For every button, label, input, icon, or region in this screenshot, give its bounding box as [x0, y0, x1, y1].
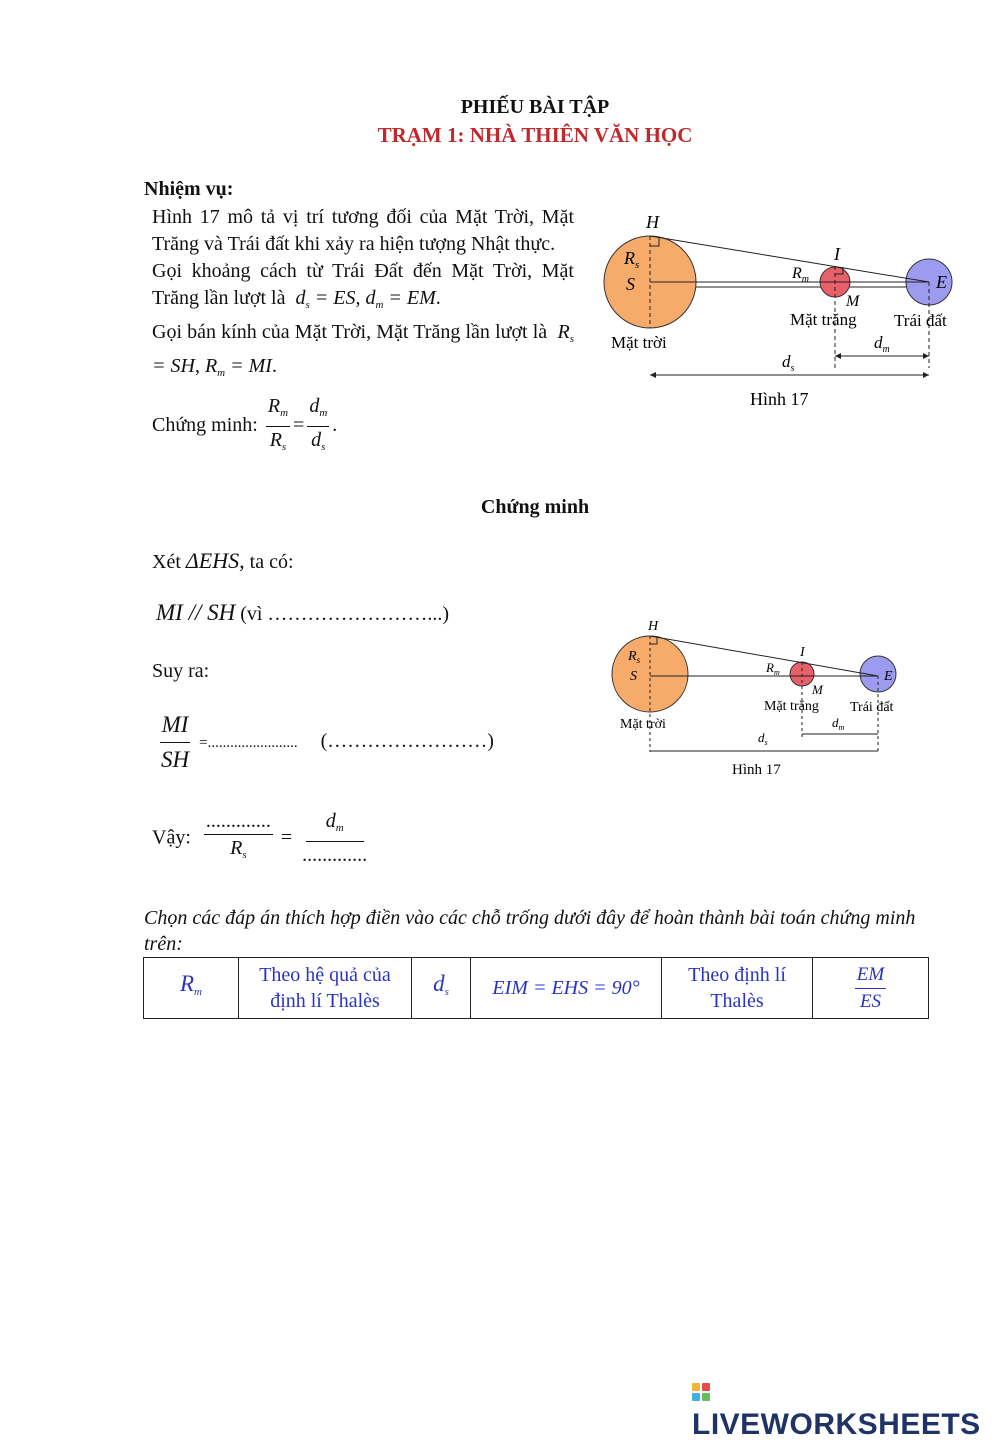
svg-text:Hình 17: Hình 17 — [732, 762, 781, 778]
choice-thales-theorem[interactable]: Theo định lí Thalès — [662, 958, 813, 1019]
svg-text:E: E — [884, 669, 893, 684]
svg-text:Rs: $R_s$ — [624, 248, 640, 271]
svg-text:Mặt trời: Mặt trời — [611, 333, 667, 352]
therefore-label: Suy ra: — [152, 660, 210, 682]
proof-title: Chứng minh — [480, 496, 590, 518]
svg-text:E: E — [936, 272, 947, 292]
ds-definition: $d_s$ = ES — [295, 287, 356, 311]
because-blank[interactable]: (vì ……………………...) — [240, 603, 450, 625]
liveworksheets-logo: LIVEWORKSHEETS — [692, 1374, 1000, 1442]
ratio-rm-rs: $\frac{R_m}{R_s}$ — [267, 395, 289, 453]
svg-text:Hình 17: Hình 17 — [750, 389, 809, 408]
conclusion-line: Vậy: $\frac{.............}{R_s}$ = $\frac{d_m}{.............}$ — [152, 810, 368, 866]
eclipse-figure-large — [596, 208, 976, 408]
svg-text:ds: $d_s$ — [782, 352, 795, 374]
svg-text:dm: $d_m$ — [874, 333, 890, 355]
consider-line: Xét ΔEHS, ta có: — [152, 548, 294, 573]
choice-right-angles[interactable]: EIM = EHS = 90° — [471, 958, 662, 1019]
svg-text:Trái đất: Trái đất — [850, 700, 894, 715]
svg-text:Rm: $R_m$ — [792, 265, 810, 285]
choice-thales-corollary[interactable]: Theo hệ quả của định lí Thalès — [239, 958, 412, 1019]
task-paragraph-3: Gọi bán kính của Mặt Trời, Mặt Trăng lần lượt là $R_s$ = SH, $R_m$ = MI. — [152, 321, 575, 379]
conclusion-blank-num[interactable]: ............. — [204, 808, 273, 835]
task-paragraph-1: Hình 17 mô tả vị trí tương đối của Mặt Trời, Mặt Trăng và Trái đất khi xảy ra hiện tượng Nhật thực. — [152, 206, 574, 255]
task-text — [152, 204, 574, 460]
ratio-reason-blank[interactable]: (……………………) — [320, 730, 494, 753]
choice-em-es[interactable]: $\frac{EM}{ES}$ — [813, 958, 929, 1019]
parallel-line: MI // SH (vì ……………………...) — [156, 600, 450, 625]
svg-text:Rs: $R_s$ — [628, 649, 641, 665]
task-heading: Nhiệm vụ: — [144, 178, 234, 200]
choice-rm[interactable]: $R_m$ — [144, 958, 239, 1019]
rs-definition: $R_s$ = SH — [152, 321, 575, 377]
svg-text:M: M — [846, 293, 860, 310]
answer-choices-table — [143, 957, 929, 1019]
svg-text:H: H — [646, 212, 659, 232]
conclusion-blank-den[interactable]: ............. — [302, 844, 368, 866]
svg-text:S: S — [630, 669, 637, 684]
svg-text:Mặt trăng: Mặt trăng — [790, 310, 857, 329]
svg-text:Mặt trời: Mặt trời — [620, 717, 666, 732]
svg-text:Trái đất: Trái đất — [894, 311, 947, 330]
task-prove: Chứng minh: $\frac{R_m}{R_s}$ = $\frac{d_m}{d_s}$ . — [152, 393, 574, 460]
svg-text:Mặt trăng: Mặt trăng — [764, 699, 819, 714]
svg-text:H: H — [648, 619, 659, 634]
station-title: TRẠM 1: NHÀ THIÊN VĂN HỌC — [377, 123, 693, 147]
ratio-dm-ds: $\frac{d_m}{d_s}$ — [309, 395, 328, 453]
ratio-line: $\frac{MI}{SH}$ =........................ (……………………) — [156, 708, 494, 777]
svg-text:S: S — [626, 274, 635, 294]
rm-definition: $R_m$ = MI — [204, 355, 272, 379]
choice-ds[interactable]: $d_s$ — [412, 958, 471, 1019]
instruction-text: Chọn các đáp án thích hợp điền vào các chỗ trống dưới đây để hoàn thành bài toán chứng minh trên: — [144, 907, 916, 955]
task-paragraph-2: Gọi khoảng cách từ Trái Đất đến Mặt Trời, Mặt Trăng lần lượt là $d_s$ = ES, $d_m$ = EM. — [152, 260, 574, 311]
svg-text:dm: $d_m$ — [832, 715, 845, 732]
svg-text:Rm: $R_m$ — [766, 660, 780, 677]
svg-text:I: I — [834, 244, 840, 264]
svg-text:I: I — [800, 645, 805, 660]
eclipse-figure-small — [606, 614, 926, 784]
svg-text:ds: $d_s$ — [758, 730, 768, 747]
ratio-blank[interactable]: =........................ — [199, 735, 298, 752]
worksheet-title: PHIẾU BÀI TẬP — [460, 96, 610, 118]
logo-icon — [692, 1383, 710, 1401]
svg-text:M: M — [812, 682, 823, 697]
dm-definition: $d_m$ = EM — [365, 287, 436, 311]
